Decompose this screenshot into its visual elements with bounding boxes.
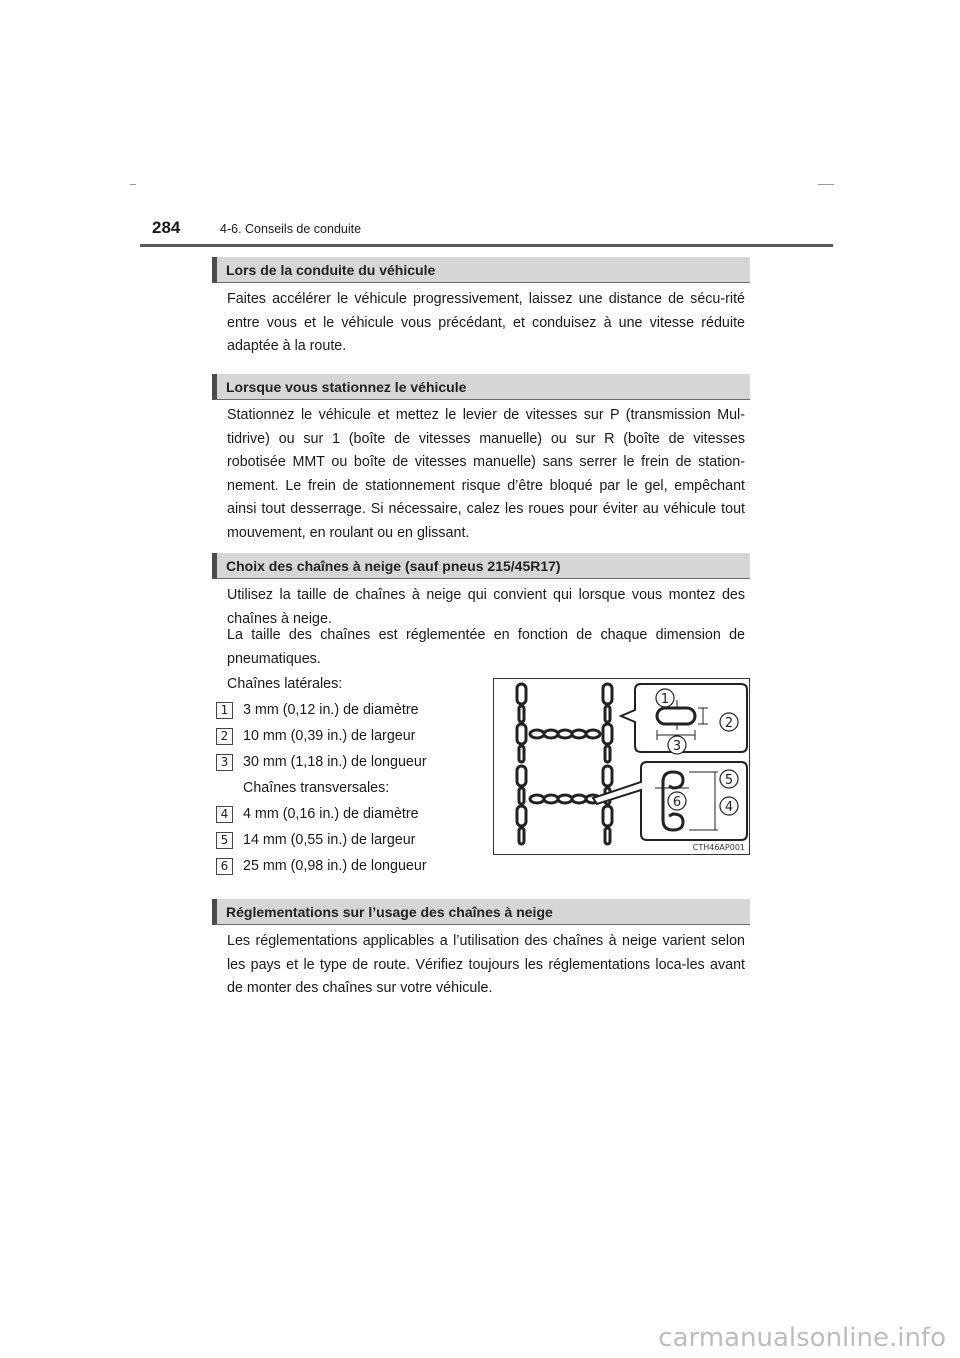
callout-1: 1 (216, 702, 233, 719)
watermark: carmanualsonline.info (658, 1323, 946, 1353)
figure-callout-3: 3 (672, 739, 682, 754)
callout-4: 4 (216, 806, 233, 823)
paragraph-stationnement: Stationnez le véhicule et mettez le levier de vitesses sur P (transmission Mul-tidrive) ou sur 1 (boîte de vitesses manuelle) ou sur R (boîte de vitesses robotisée MMT ou boîte de vitesses manuelle) sans serrer le frein de station-nement. Le frein de stationnement risque d’être bloqué par le gel, empêchant ainsi tout desserrage. Si nécessaire, calez les roues pour éviter au véhicule tout mouvement, en roulant ou en glissant. (227, 407, 745, 541)
heading-reglementations (212, 899, 750, 925)
spec-diametre-transversale: 4 mm (0,16 in.) de diamètre (243, 806, 419, 822)
figure-callout-4: 4 (724, 800, 734, 815)
figure-callout-6: 6 (672, 795, 682, 810)
spec-longueur-laterale: 30 mm (1,18 in.) de longueur (243, 754, 427, 770)
heading-stationnement-text: Lorsque vous stationnez le véhicule (226, 379, 467, 395)
header-rule (140, 244, 833, 247)
figure-callout-5: 5 (724, 773, 734, 788)
section-title: 4-6. Conseils de conduite (220, 222, 362, 236)
figure-callout-2: 2 (724, 716, 734, 731)
heading-stationnement (212, 374, 750, 400)
label-chaines-laterales: Chaînes latérales: (227, 676, 343, 692)
callout-3: 3 (216, 754, 233, 771)
paragraph-conduite: Faites accélérer le véhicule progressivement, laissez une distance de sécu-rité entre vous et le véhicule vous précédant, et conduisez à une vitesse réduite adaptée à la route. (227, 291, 745, 354)
heading-conduite-text: Lors de la conduite du véhicule (226, 262, 436, 278)
heading-reglementations-text: Réglementations sur l’usage des chaînes à neige (226, 904, 553, 920)
page-number: 284 (152, 218, 181, 237)
label-chaines-transversales: Chaînes transversales: (243, 780, 390, 796)
crop-mark-left (130, 184, 136, 185)
figure-code: CTH46AP001 (692, 843, 745, 852)
heading-choix-chaines (212, 553, 750, 579)
heading-conduite (212, 257, 750, 283)
figure-callout-1: 1 (660, 692, 670, 707)
callout-6: 6 (216, 858, 233, 875)
crop-mark-right (818, 184, 834, 185)
heading-choix-chaines-text: Choix des chaînes à neige (sauf pneus 215/45R17) (226, 558, 561, 574)
paragraph-reglementations: Les réglementations applicables a l’utilisation des chaînes à neige varient selon les pays et le type de route. Vérifiez toujours les réglementations loca-les avant de monter des chaînes sur votre véhicule. (227, 933, 745, 996)
spec-largeur-transversale: 14 mm (0,55 in.) de largeur (243, 832, 416, 848)
spec-diametre-laterale: 3 mm (0,12 in.) de diamètre (243, 702, 419, 718)
callout-5: 5 (216, 832, 233, 849)
snow-chain-diagram (493, 678, 750, 855)
paragraph-choix-chaines-1: Utilisez la taille de chaînes à neige qui convient qui lorsque vous montez des chaînes à neige. (227, 587, 745, 627)
spec-largeur-laterale: 10 mm (0,39 in.) de largeur (243, 728, 416, 744)
paragraph-choix-chaines-2: La taille des chaînes est réglementée en fonction de chaque dimension de pneumatiques. (227, 627, 745, 667)
callout-2: 2 (216, 728, 233, 745)
spec-longueur-transversale: 25 mm (0,98 in.) de longueur (243, 858, 427, 874)
